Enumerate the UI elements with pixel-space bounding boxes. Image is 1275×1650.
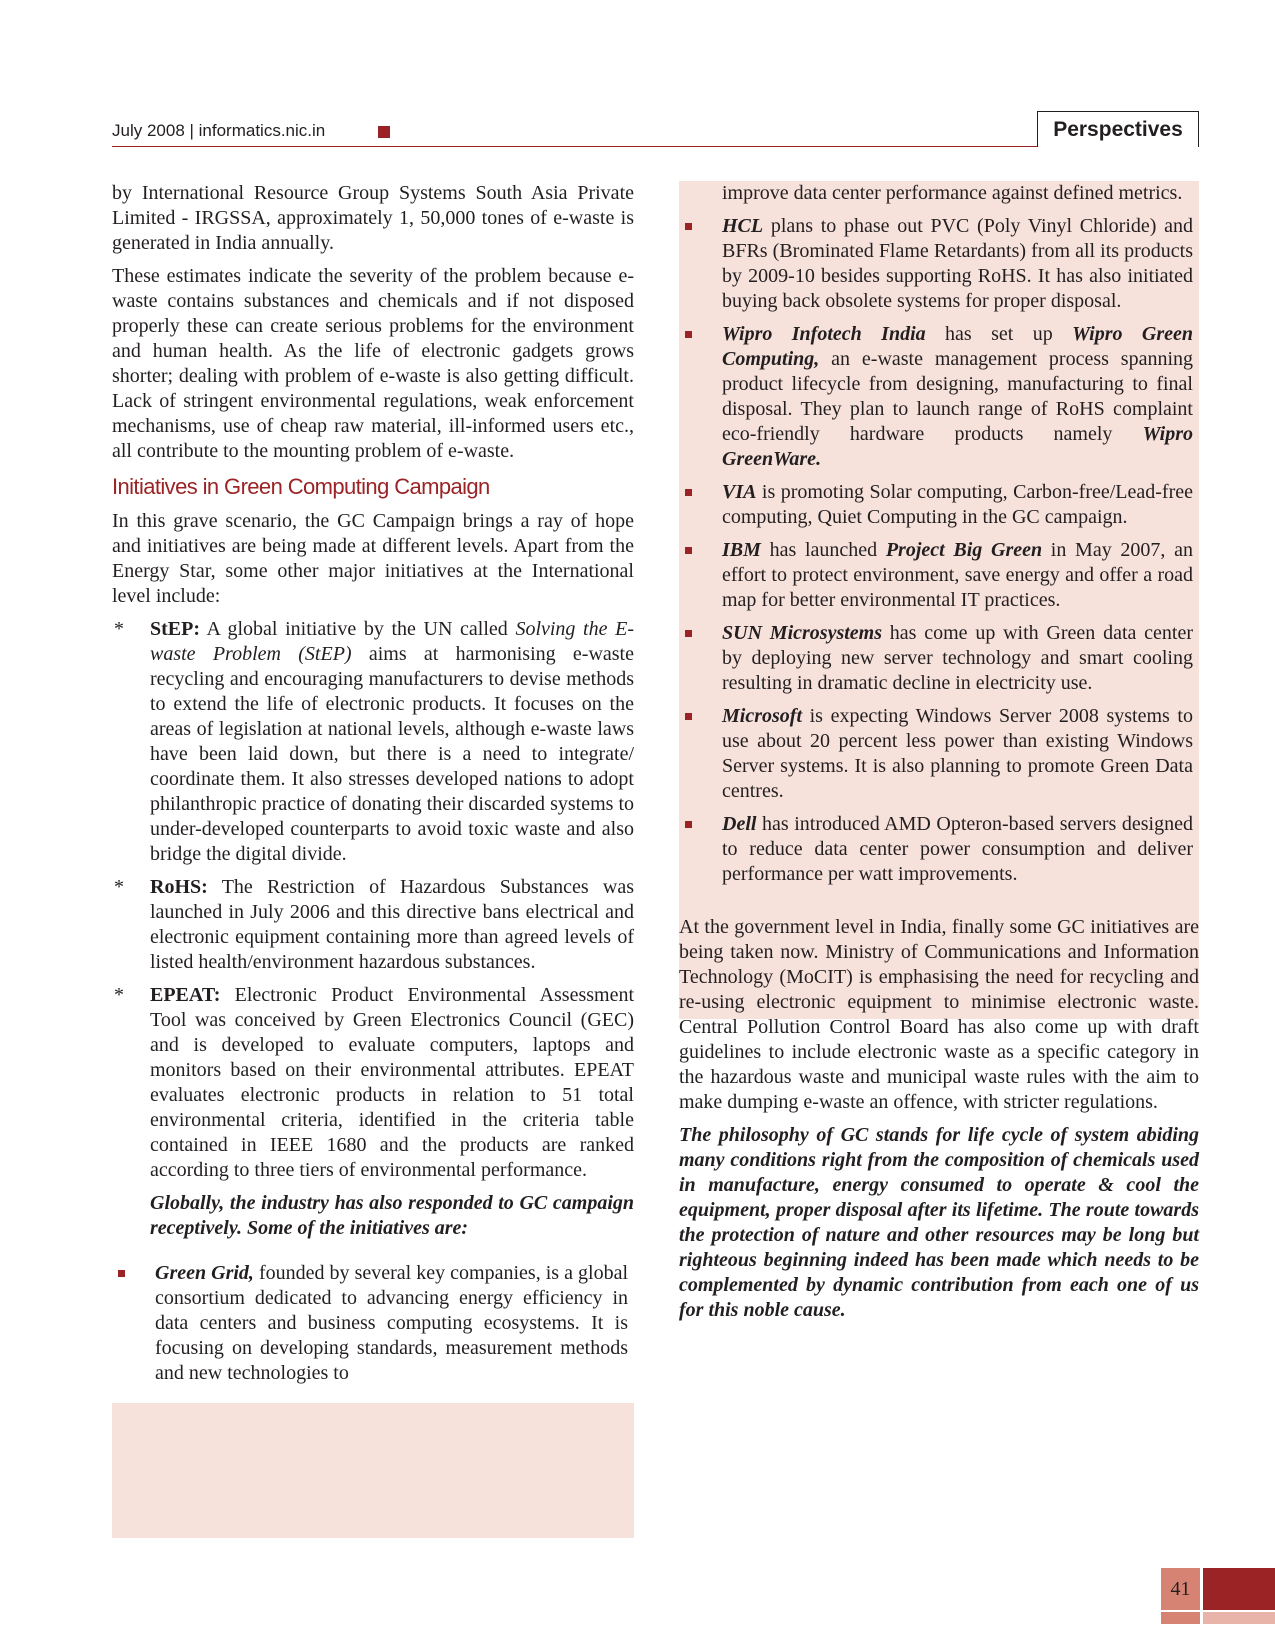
term: RoHS: bbox=[150, 876, 208, 898]
bullet-square-icon bbox=[685, 489, 692, 496]
list-item-epeat: * EPEAT: Electronic Product Environmental Assessment Tool was conceived by Green Electronics Council (GEC) and is developed to evaluate computers, laptops and monitors based on their environmental attributes. EPEAT evaluates electronic products in relation to 51 total environmental criteria, identified in the criteria table contained in IEEE 1680 and the products are ranked according to three tiers of environmental performance. bbox=[114, 984, 634, 1181]
list-item-rohs: * RoHS: The Restriction of Hazardous Substances was launched in July 2006 and this directive bans electrical and electronic equipment containing more than agreed levels of listed health/environment hazardous substances. bbox=[114, 876, 634, 973]
list-item-hcl: HCL plans to phase out PVC (Poly Vinyl Chloride) and BFRs (Brominated Flame Retardants) from all its products by 2009-10 besides supporting RoHS. It has also initiated buying back obsolete systems for proper disposal. bbox=[679, 214, 1199, 314]
left-column bbox=[112, 181, 634, 1394]
list-item-green-grid: Green Grid, founded by several key companies, is a global consortium dedicated to advancing energy efficiency in data centers and business computing ecosystems. It is focusing on developing standards, measurement methods and new technologies to bbox=[112, 1261, 634, 1386]
bullet-square-icon bbox=[118, 1270, 125, 1277]
bullet-square-icon bbox=[685, 821, 692, 828]
term: Green Grid, bbox=[155, 1262, 254, 1284]
header-rule bbox=[112, 146, 1199, 147]
bullet-square-icon bbox=[685, 547, 692, 554]
asterisk-marker: * bbox=[114, 876, 124, 898]
paragraph: In this grave scenario, the GC Campaign brings a ray of hope and initiatives are being made at different levels. Apart from the Energy Star, some other major initiatives at the International level include: bbox=[112, 510, 634, 607]
bullet-square-icon bbox=[685, 630, 692, 637]
page-number-bar bbox=[1203, 1568, 1275, 1610]
paragraph: by International Resource Group Systems South Asia Private Limited - IRGSSA, approximately 1, 50,000 tones of e-waste is generated in India annually. bbox=[112, 182, 634, 254]
list-item-ibm: IBM has launched Project Big Green in May 2007, an effort to protect environment, save energy and offer a road map for better environmental IT practices. bbox=[679, 538, 1199, 613]
list-item-microsoft: Microsoft is expecting Windows Server 2008 systems to use about 20 percent less power than existing Windows Server systems. It is also planning to promote Green Data centres. bbox=[679, 704, 1199, 804]
page-number-strip bbox=[1161, 1612, 1200, 1624]
header-publication: July 2008 | informatics.nic.in bbox=[112, 121, 326, 140]
continued-text: improve data center performance against defined metrics. bbox=[722, 182, 1183, 204]
list-item-via: VIA is promoting Solar computing, Carbon-free/Lead-free computing, Quiet Computing in the GC campaign. bbox=[679, 480, 1199, 530]
list-item-step: * StEP: A global initiative by the UN called Solving the E-waste Problem (StEP) aims at harmonising e-waste recycling and encouraging manufacturers to devise methods to extend the life of electronic products. It focuses on the areas of legislation at national levels, although e-waste laws have been laid down, but there is a need to integrate/ coordinate them. It also stresses developed nations to adopt philanthropic practice of donating their discarded systems to under-developed counterparts to avoid toxic waste and also bridge the digital divide. bbox=[114, 618, 634, 865]
list-item-wipro: Wipro Infotech India has set up Wipro Green Computing, an e-waste management process spanning product lifecycle from designing, manufacturing to final disposal. They plan to launch range of RoHS complaint eco-friendly hardware products namely Wipro GreenWare. bbox=[679, 322, 1199, 472]
closing-bold-italic: The philosophy of GC stands for life cycle of system abiding many conditions right from the composition of chemicals used in manufacture, energy consumed to operate & cool the equipment, proper disposal after its lifetime. The route towards the protection of nature and other resources may be long but righteous beginning indeed has been made which needs to be complemented by dynamic contribution from each one of us for this noble cause. bbox=[679, 1124, 1199, 1321]
shaded-box-left bbox=[112, 1403, 634, 1538]
page-number-strip-light bbox=[1203, 1612, 1275, 1624]
asterisk-marker: * bbox=[114, 618, 124, 640]
list-item-dell: Dell has introduced AMD Opteron-based servers designed to reduce data center power consumption and deliver performance per watt improvements. bbox=[679, 812, 1199, 887]
paragraph: These estimates indicate the severity of the problem because e-waste contains substances and chemicals and if not disposed properly these can create serious problems for the environment and human health. As the life of electronic gadgets grows shorter; dealing with problem of e-waste is also getting difficult. Lack of stringent environmental regulations, weak enforcement mechanisms, use of cheap raw material, ill-informed users etc., all contribute to the mounting problem of e-waste. bbox=[112, 265, 634, 462]
bullet-square-icon bbox=[685, 223, 692, 230]
asterisk-marker: * bbox=[114, 984, 124, 1006]
paragraph: At the government level in India, finally some GC initiatives are being taken now. Ministry of Communications and Information Technology (MoCIT) is emphasising the need for recycling and re-using electronic equipment to minimise electronic waste. Central Pollution Control Board has also come up with draft guidelines to include electronic waste as a specific category in the hazardous waste and municipal waste rules with the aim to make dumping e-waste an offence, with stricter regulations. bbox=[679, 916, 1199, 1113]
section-label: Perspectives bbox=[1037, 111, 1199, 147]
bullet-square-icon bbox=[685, 713, 692, 720]
list-item-sun: SUN Microsystems has come up with Green data center by deploying new server technology and smart cooling resulting in dramatic decline in electricity use. bbox=[679, 621, 1199, 696]
page-number: 41 bbox=[1161, 1568, 1200, 1610]
intro-bold-italic: Globally, the industry has also responded to GC campaign receptively. Some of the initiatives are: bbox=[150, 1192, 634, 1239]
term: StEP: bbox=[150, 618, 200, 640]
term: EPEAT: bbox=[150, 984, 221, 1006]
right-column bbox=[679, 181, 1199, 1331]
header-square-ornament bbox=[378, 126, 390, 138]
bullet-square-icon bbox=[685, 331, 692, 338]
term-italic: Solving the E-waste Problem (StEP) bbox=[150, 618, 634, 665]
section-heading: Initiatives in Green Computing Campaign bbox=[112, 474, 490, 499]
